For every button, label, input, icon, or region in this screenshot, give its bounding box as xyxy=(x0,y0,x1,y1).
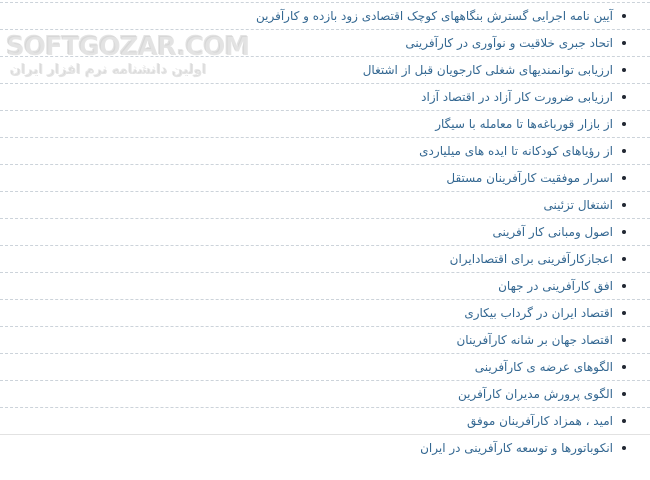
watermark-logo-text: SOFTGOZAR.COM xyxy=(6,32,250,62)
list-item xyxy=(0,434,650,461)
article-list xyxy=(0,2,650,461)
list-item xyxy=(0,191,650,218)
article-link[interactable]: ارزیابی ضرورت کار آزاد در اقتصاد آزاد xyxy=(421,90,613,104)
bullet-icon xyxy=(622,392,626,396)
bullet-icon xyxy=(622,68,626,72)
article-link[interactable]: الگوی پرورش مدیران کارآفرین xyxy=(457,387,613,401)
article-link[interactable]: از بازار قورباغه‌ها تا معامله با سیگار xyxy=(435,117,613,131)
list-item xyxy=(0,164,650,191)
bullet-icon xyxy=(622,149,626,153)
article-link[interactable]: الگوهای عرضه ی کارآفرینی xyxy=(474,360,613,374)
list-item xyxy=(0,218,650,245)
bullet-icon xyxy=(622,176,626,180)
list-item xyxy=(0,407,650,434)
list-item xyxy=(0,137,650,164)
bullet-icon xyxy=(622,311,626,315)
list-item xyxy=(0,272,650,299)
bullet-icon xyxy=(622,338,626,342)
bullet-icon xyxy=(622,257,626,261)
article-link[interactable]: ارزیابی توانمندیهای شغلی کارجویان قبل از اشتغال xyxy=(362,63,613,77)
article-link[interactable]: افق کارآفرینی در جهان xyxy=(498,279,613,293)
bullet-icon xyxy=(622,14,626,18)
article-link[interactable]: اقتصاد ایران در گرداب بیکاری xyxy=(464,306,613,320)
bullet-icon xyxy=(622,284,626,288)
list-item xyxy=(0,2,650,29)
watermark-tagline: اولین دانشنامه نرم افزار ایران xyxy=(10,63,207,79)
list-item xyxy=(0,299,650,326)
bullet-icon xyxy=(622,230,626,234)
article-link[interactable]: اسرار موفقیت کارآفرینان مستقل xyxy=(446,171,613,185)
bullet-icon xyxy=(622,419,626,423)
article-link[interactable]: اعجازکارآفرینی برای اقتصادایران xyxy=(449,252,613,266)
article-link[interactable]: از رؤیاهای کودکانه تا ایده های میلیاردی xyxy=(419,144,613,158)
list-item xyxy=(0,380,650,407)
bullet-icon xyxy=(622,95,626,99)
list-item xyxy=(0,56,650,83)
article-link[interactable]: انکوباتورها و توسعه کارآفرینی در ایران xyxy=(420,441,613,455)
bullet-icon xyxy=(622,365,626,369)
list-item xyxy=(0,83,650,110)
bullet-icon xyxy=(622,41,626,45)
bullet-icon xyxy=(622,122,626,126)
article-link[interactable]: اشتغال تزئینی xyxy=(543,198,613,212)
article-link[interactable]: اقتصاد جهان بر شانه کارآفرینان xyxy=(456,333,613,347)
bullet-icon xyxy=(622,446,626,450)
article-link[interactable]: اتحاد جبری خلاقیت و نوآوری در کارآفرینی xyxy=(405,36,613,50)
bullet-icon xyxy=(622,203,626,207)
article-link[interactable]: آیین نامه اجرایی گسترش بنگاههای کوچک اقتصادی زود بازده و کارآفرین xyxy=(256,9,613,23)
list-item xyxy=(0,110,650,137)
article-link[interactable]: اصول ومبانی کار آفرینی xyxy=(492,225,613,239)
list-item xyxy=(0,245,650,272)
list-item xyxy=(0,353,650,380)
list-item xyxy=(0,326,650,353)
article-link[interactable]: امید ، همزاد کارآفرینان موفق xyxy=(466,414,613,428)
list-item xyxy=(0,29,650,56)
